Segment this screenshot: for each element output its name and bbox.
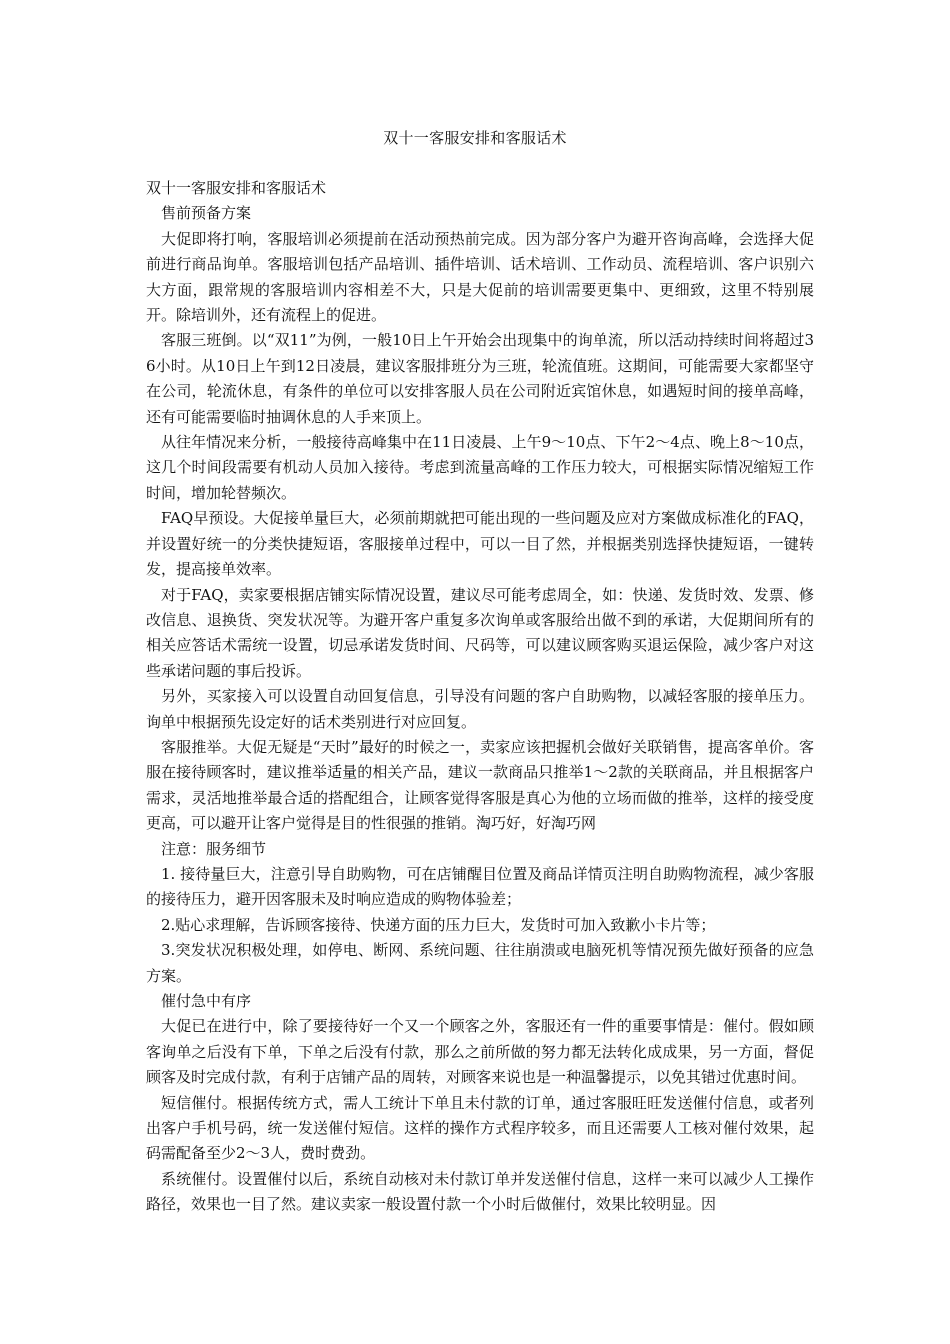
paragraph-auto-reply: 另外，买家接入可以设置自动回复信息，引导没有问题的客户自助购物，以减轻客服的接单压力。询单中根据预先设定好的话术类别进行对应回复。 (146, 687, 814, 731)
section-heading-presale: 售前预备方案 (161, 204, 252, 223)
document-title: 双十一客服安排和客服话术 (383, 129, 567, 147)
paragraph-sms-reminder: 短信催付。根据传统方式，需人工统计下单且未付款的订单，通过客服旺旺发送催付信息，或者列出客户手机号码，统一发送催付短信。这样的操作方式程序较多，而且还需要人工核对催付效果，起码需配备至少2～3人，费时费劲。 (146, 1093, 814, 1163)
paragraph-system-reminder: 系统催付。设置催付以后，系统自动核对未付款订单并发送催付信息，这样一来可以减少人工操作路径，效果也一目了然。建议卖家一般设置付款一个小时后做催付，效果比较明显。因 (146, 1169, 814, 1214)
paragraph-peak-hours: 从往年情况来分析，一般接待高峰集中在11日凌晨、上午9～10点、下午2～4点、晚上8～10点，这几个时间段需要有机动人员加入接待。考虑到流量高峰的工作压力较大，可根据实际情况缩短工作时间，增加轮替频次。 (146, 433, 814, 502)
list-item-2: 2.贴心求理解，告诉顾客接待、快递方面的压力巨大，发货时可加入致歉小卡片等； (161, 915, 716, 934)
paragraph-three-shifts: 客服三班倒。以“双11”为例，一般10日上午开始会出现集中的询单流，所以活动持续时间将超过36小时。从10日上午到12日凌晨，建议客服排班分为三班，轮流值班。这期间，可能需要大家都坚守在公司，轮流休息，有条件的单位可以安排客服人员在公司附近宾馆休息，如遇短时间的接单高峰，还有可能需要临时抽调休息的人手来顶上。 (146, 331, 814, 426)
paragraph-faq-preset: FAQ早预设。大促接单量巨大，必须前期就把可能出现的一些问题及应对方案做成标准化的FAQ，并设置好统一的分类快捷短语，客服接单过程中，可以一目了然，并根据类别选择快捷短语，一键转发，提高接单效率。 (146, 509, 814, 579)
paragraph-recommendation: 客服推举。大促无疑是“天时”最好的时候之一，卖家应该把握机会做好关联销售，提高客单价。客服在接待顾客时，建议推举适量的相关产品，建议一款商品只推举1～2款的关联商品，并且根据客户需求，灵活地推举最合适的搭配组合，让顾客觉得客服是真心为他的立场而做的推举，这样的接受度更高，可以避开让客户觉得是目的性很强的推销。淘巧好，好淘巧网 (146, 737, 814, 833)
paragraph-payment-intro: 大促已在进行中，除了要接待好一个又一个顾客之外，客服还有一件的重要事情是：催付。假如顾客询单之后没有下单，下单之后没有付款，那么之前所做的努力都无法转化成成果，另一方面，督促顾客及时完成付款，有利于店铺产品的周转，对顾客来说也是一种温馨提示，以免其错过优惠时间。 (146, 1017, 814, 1087)
list-item-3: 3.突发状况积极处理，如停电、断网、系统问题、往往崩溃或电脑死机等情况预先做好预备的应急方案。 (146, 941, 814, 985)
document-body (146, 176, 814, 1218)
paragraph-training: 大促即将打响，客服培训必须提前在活动预热前完成。因为部分客户为避开咨询高峰，会选择大促前进行商品询单。客服培训包括产品培训、插件培训、话术培训、工作动员、流程培训、客户识别六大方面，跟常规的客服培训内容相差不大，只是大促前的培训需要更集中、更细致，这里不特别展开。除培训外，还有流程上的促进。 (146, 229, 814, 325)
section-heading-payment-reminder: 催付急中有序 (161, 992, 252, 1010)
body-heading: 双十一客服安排和客服话术 (146, 179, 327, 197)
paragraph-faq-settings: 对于FAQ，卖家要根据店铺实际情况设置，建议尽可能考虑周全，如：快递、发货时效、发票、修改信息、退换货、突发状况等。为避开客户重复多次询单或客服给出做不到的承诺，大促期间所有的相关应答话术需统一设置，切忌承诺发货时间、尺码等，可以建议顾客购买退运保险，减少客户对这些承诺问题的事后投诉。 (146, 585, 814, 680)
list-item-1: 1. 接待量巨大，注意引导自助购物，可在店铺醒目位置及商品详情页注明自助购物流程，减少客服的接待压力，避开因客服未及时响应造成的购物体验差； (146, 864, 814, 909)
section-heading-service-details: 注意：服务细节 (161, 839, 267, 858)
